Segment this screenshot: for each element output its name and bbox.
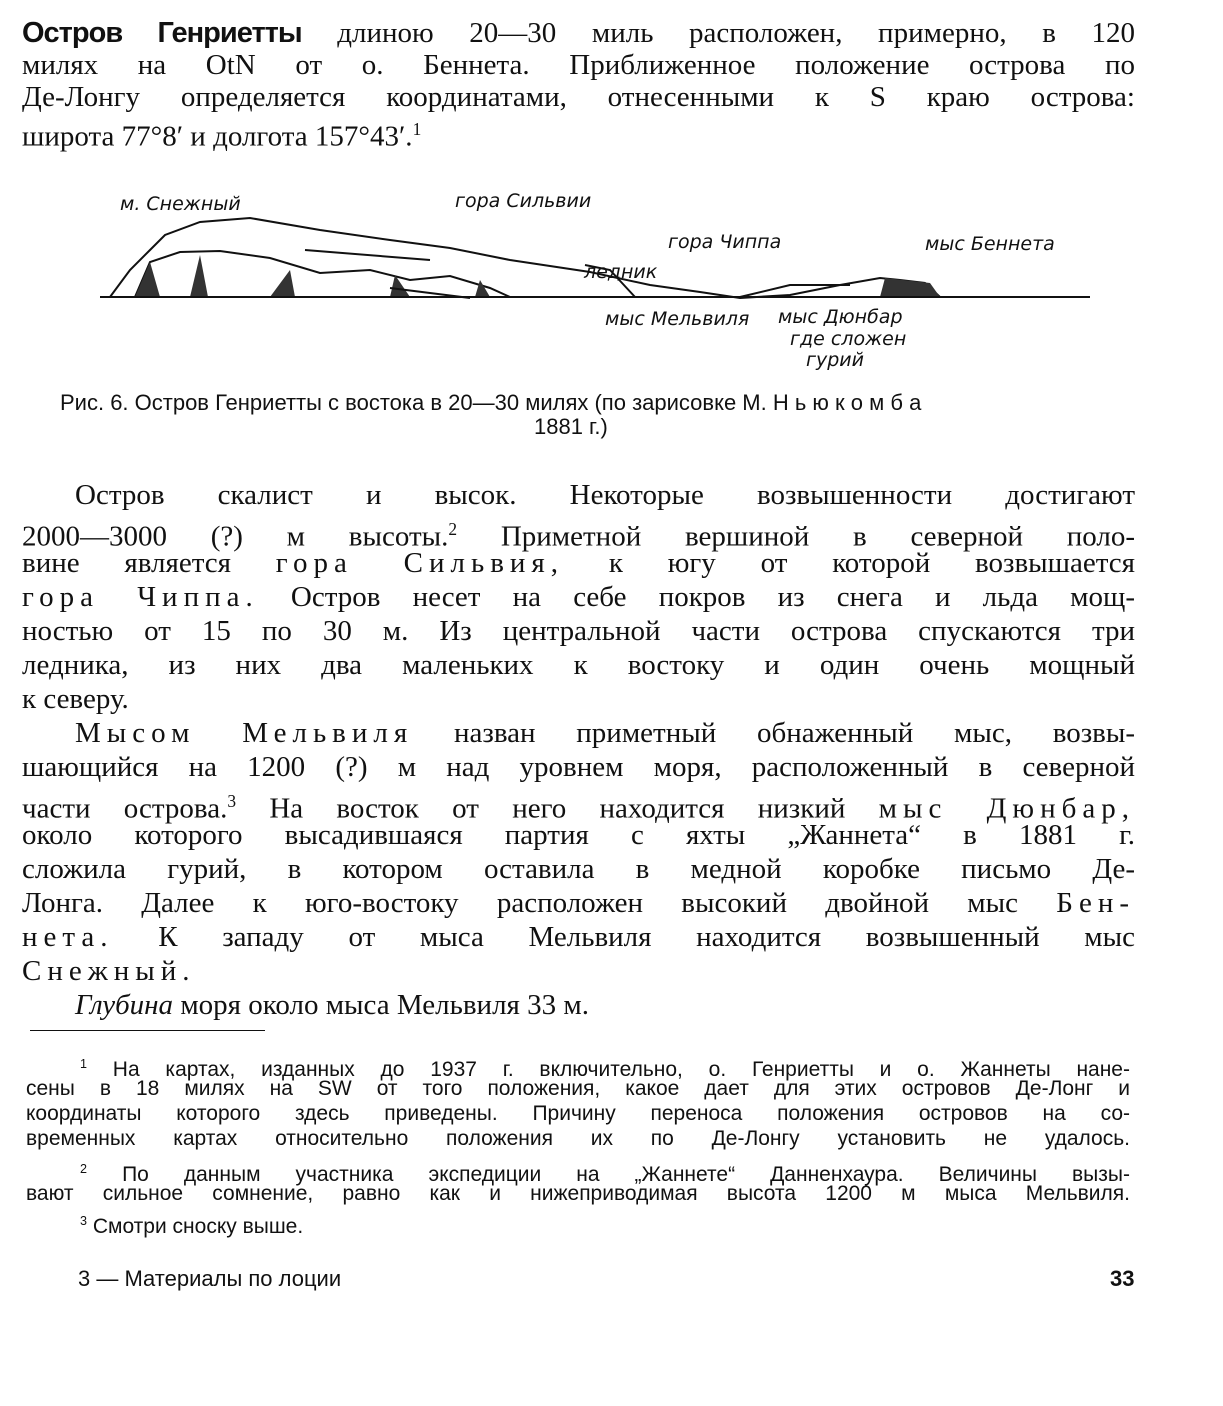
para1-line-4 [22,580,1135,614]
footnote-divider [30,1030,265,1031]
para1-line-5: ностью от 15 по 30 м. Из центральной части острова спускаются три [22,615,1135,647]
para1-line-1: Остров скалист и высок. Некоторые возвышенности достигают [75,479,1135,511]
text: Смотри сноску выше. [92,1215,304,1238]
para2-line-6 [22,886,1135,920]
intro-line-2: милях на OtN от о. Беннета. Приближенное положение острова по [22,49,1135,81]
intro-line-4 [22,112,1135,154]
label-dyunbar-2: где сложен [790,328,907,350]
footnote-3-line-1 [80,1209,1130,1239]
label-chippa: гора Чиппа [668,231,782,253]
cape-name: Бен- [1056,887,1135,919]
text: длиною 20—30 миль расположен, примерно, в 120 [301,17,1135,49]
footnote-number: 2 [80,1162,88,1176]
text: На картах, изданных до 1937 г. включительно, о. Генриетты и о. Жаннеты нане- [112,1058,1130,1081]
page-number: 33 [1110,1266,1135,1291]
text: назван приметный обнаженный мыс, возвы- [413,717,1135,749]
text: По данным участника экспедиции на „Жаннете“ Данненхаура. Величины вызы- [122,1163,1130,1186]
para2-line-2: шающийся на 1200 (?) м над уровнем моря, расположенный в северной [22,751,1135,783]
para1-line-3 [22,546,1135,580]
para2-line-4: около которого высадившаяся партия с яхты „Жаннета“ в 1881 г. [22,819,1135,851]
text: 2000—3000 (?) м высоты. [22,520,449,553]
text: моря около мыса Мельвиля 33 м. [173,989,589,1021]
footnote-number: 3 [80,1214,88,1228]
intro-line-3: Де-Лонгу определяется координатами, отнесенными к S краю острова: [22,81,1135,113]
para2-line-1 [75,716,1135,750]
text: К западу от мыса Мельвиля находится возвышенный мыс [113,921,1135,953]
footnote-ref: 1 [412,119,422,139]
para1-line-6: ледника, из них два маленьких к востоку и один очень мощный [22,649,1135,681]
signature-mark: 3 — Материалы по лоции [78,1266,342,1291]
label-silvii: гора Сильвии [455,190,592,212]
figure-caption-line-1: Рис. 6. Остров Генриетты с востока в 20—30 милях (по зарисовке М. Н ь ю к о м б а [60,390,922,415]
island-name-heading: Остров Генриетты [22,17,302,49]
label-dyunbar-3: гурий [806,349,864,371]
text: части острова. [22,792,228,825]
footnote-1-line-4: временных картах относительно положения их по Де-Лонгу установить не удалось. [26,1127,1130,1150]
label-snezhny: м. Снежный [120,193,241,215]
intro-line-1 [22,16,1135,50]
depth-label: Глубина [75,989,174,1021]
para2-line-7 [22,920,1135,954]
mountain-name: гора Сильвия, [275,547,565,579]
text: Остров несет на себе покров из снега и льда мощ- [258,581,1135,613]
label-bennet: мыс Беннета [925,233,1055,255]
para2-line-5: сложила гурий, в котором оставила в медной коробке письмо Де- [22,853,1135,885]
figure-caption-line-2: 1881 г.) [534,414,608,439]
cape-name: нета. [22,921,114,953]
para1-line-7: к северу. [22,683,129,715]
cape-name: мыс Дюнбар, [878,792,1135,825]
label-melvil: мыс Мельвиля [605,308,750,330]
text: Приметной вершиной в северной поло- [457,520,1135,553]
text: широта 77°8′ и долгота 157°43′. [22,120,413,153]
cape-name: Мысом Мельвиля [75,717,414,749]
text: На восток от него находится низкий [236,792,879,825]
footnote-2-line-2: вают сильное сомнение, равно как и нижеприводимая высота 1200 м мыса Мельвиля. [26,1182,1130,1205]
footnote-ref: 3 [227,791,237,811]
mountain-name: гора Чиппа. [22,581,259,613]
text: вине является [22,547,231,579]
label-lednik: ледник [584,261,658,283]
footnote-1-line-2: сены в 18 милях на SW от того положения, какое дает для этих островов Де-Лонг и [26,1077,1130,1100]
text: Лонга. Далее к юго-востоку расположен высокий двойной мыс [22,887,1057,919]
depth-line [75,988,1135,1022]
label-dyunbar-1: мыс Дюнбар [778,306,903,328]
footnote-number: 1 [80,1057,88,1071]
para2-line-8: Снежный. [22,955,196,987]
footnote-ref: 2 [448,519,458,539]
island-sketch-figure [90,180,1100,380]
text: к югу от которой возвышается [564,547,1135,579]
footnote-1-line-3: координаты которого здесь приведены. Причину переноса положения островов на со- [26,1102,1130,1125]
